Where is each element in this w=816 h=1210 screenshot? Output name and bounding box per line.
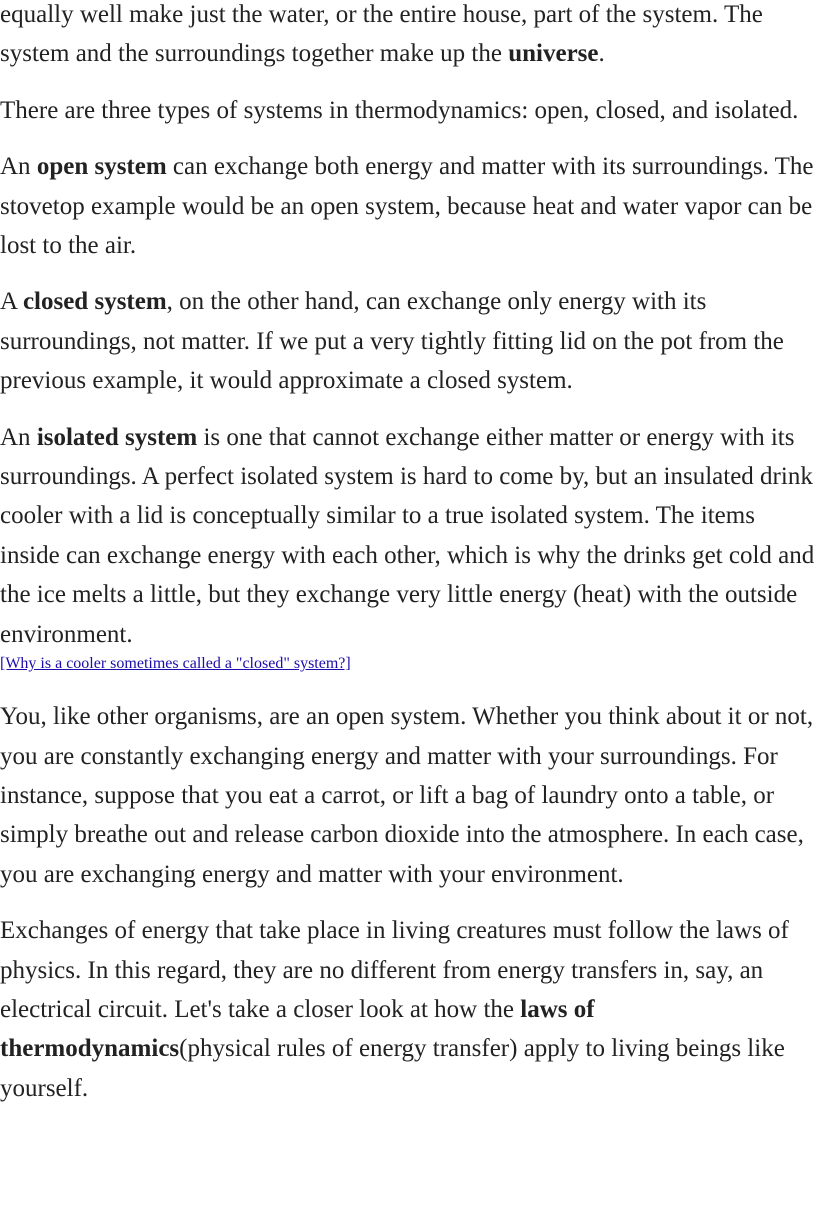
paragraph-text: is one that cannot exchange either matter or energy with its surroundings. A perfect isolated system is hard to come by, but an insulated drink cooler with a lid is conceptually similar to a true isolated system. The items inside can exchange energy with each other, which is why the drinks get cold and the ice melts a little, but they exchange very little energy (heat) with the outside environment.	[0, 423, 815, 648]
paragraph-text: A	[0, 288, 23, 316]
paragraph-text: equally well make just the water, or the entire house, part of the system. The system and the surroundings together make up the	[0, 1, 763, 68]
paragraph-system-types	[0, 91, 816, 130]
paragraph-text: (physical rules of energy transfer) apply to living beings like yourself.	[0, 1035, 785, 1102]
paragraph-isolated-system	[0, 418, 816, 654]
cooler-note-link[interactable]: [Why is a cooler sometimes called a "closed" system?]	[0, 655, 351, 673]
paragraph-energy-exchange	[0, 911, 816, 1108]
paragraph-text: , on the other hand, can exchange only energy with its surroundings, not matter. If we put a very tightly fitting lid on the pot from the previous example, it would approximate a closed system.	[0, 288, 784, 395]
paragraph-text: There are three types of systems in thermodynamics: open, closed, and isolated.	[0, 96, 799, 124]
paragraph-closed-system	[0, 282, 816, 400]
paragraph-text: An	[0, 423, 37, 451]
paragraph-organisms	[0, 697, 816, 894]
term-isolated-system: isolated system	[36, 423, 198, 451]
paragraph-text: Exchanges of energy that take place in living creatures must follow the laws of physics. In this regard, they are no different from energy transfers in, say, an electrical circuit. Let's take a closer look at how the	[0, 917, 789, 1023]
term-universe: universe	[508, 40, 599, 68]
paragraph-text: An	[0, 153, 37, 181]
paragraph-universe	[0, 0, 816, 74]
paragraph-open-system	[0, 147, 816, 265]
term-open-system: open system	[36, 153, 167, 181]
term-closed-system: closed system	[22, 288, 167, 316]
paragraph-text: You, like other organisms, are an open system. Whether you think about it or not, you are constantly exchanging energy and matter with your surroundings. For instance, suppose that you eat a carrot, or lift a bag of laundry onto a table, or simply breathe out and release carbon dioxide into the atmosphere. In each case, you are exchanging energy and matter with your environment.	[0, 703, 814, 888]
paragraph-text: .	[598, 40, 605, 68]
paragraph-text: can exchange both energy and matter with its surroundings. The stovetop example would be an open system, because heat and water vapor can be lost to the air.	[0, 153, 814, 260]
term-laws-of-thermodynamics: laws of thermodynamics	[0, 995, 595, 1063]
